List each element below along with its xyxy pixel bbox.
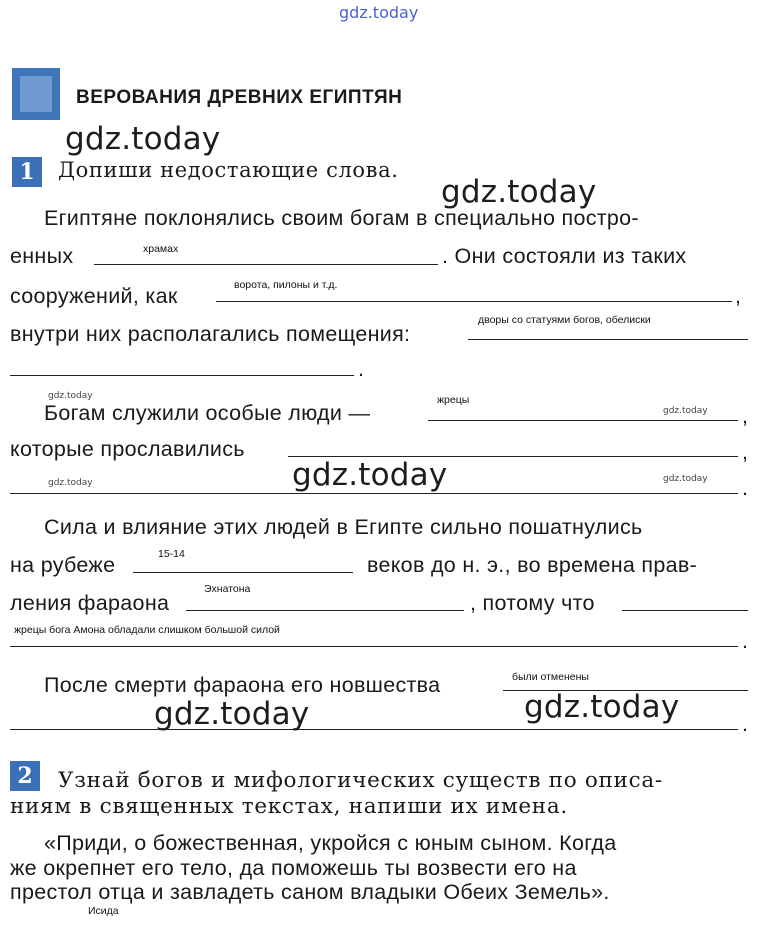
answer-text: храмах: [143, 243, 179, 255]
answer-blank: [10, 493, 738, 494]
section-title: ВЕРОВАНИЯ ДРЕВНИХ ЕГИПТЯН: [76, 87, 403, 108]
answer-blank: [10, 646, 738, 647]
quote-line: престол отца и завладеть саном владыки Обеих Земель».: [10, 880, 610, 904]
answer-text: дворы со статуями богов, обелиски: [478, 314, 651, 326]
text-line: .: [742, 476, 749, 500]
text-line: веков до н. э., во времена прав-: [367, 553, 698, 577]
watermark-top: gdz.today: [339, 3, 419, 22]
answer-blank: [94, 264, 438, 265]
watermark: gdz.today: [441, 174, 597, 210]
task-instruction: Допиши недостающие слова.: [58, 158, 399, 182]
task-number-badge: 1: [12, 157, 42, 187]
watermark-small: gdz.today: [48, 478, 93, 488]
text-line: . Они состояли из таких: [442, 244, 687, 268]
text-line: енных: [10, 244, 74, 268]
answer-text: Исида: [88, 905, 119, 917]
text-line: .: [742, 629, 749, 653]
answer-blank: [428, 420, 738, 421]
watermark: gdz.today: [292, 457, 448, 493]
text-line: Богам служили особые люди —: [44, 401, 371, 425]
task-instruction: Узнай богов и мифологических существ по описа-: [58, 768, 663, 793]
watermark: gdz.today: [65, 121, 221, 157]
quote-line: же окрепнет его тело, да поможешь ты возвести его на: [10, 856, 577, 880]
text-line: ления фараона: [10, 591, 170, 615]
answer-text: были отменены: [512, 671, 589, 683]
answer-text: жрецы бога Амона обладали слишком большой силой: [14, 624, 280, 636]
answer-blank: [468, 339, 748, 340]
answer-text: Эхнатона: [204, 583, 251, 595]
text-line: .: [358, 357, 365, 381]
answer-text: ворота, пилоны и т.д.: [234, 279, 338, 291]
answer-blank: [10, 375, 354, 376]
task-instruction: ниям в священных текстах, напиши их имена.: [10, 794, 568, 819]
text-line: .: [742, 712, 749, 736]
watermark-small: gdz.today: [48, 391, 93, 401]
watermark-small: gdz.today: [663, 406, 708, 416]
answer-blank: [10, 729, 738, 730]
answer-blank: [216, 301, 732, 302]
watermark: gdz.today: [154, 696, 310, 732]
text-line: ,: [742, 404, 749, 428]
text-line: которые прославились: [10, 437, 245, 461]
answer-blank: [288, 456, 738, 457]
text-line: Сила и влияние этих людей в Египте сильно пошатнулись: [44, 515, 643, 539]
answer-text: жрецы: [437, 394, 470, 406]
text-line: ,: [735, 284, 742, 308]
text-line: , потому что: [470, 591, 595, 615]
task-number-badge: 2: [10, 761, 40, 791]
text-line: на рубеже: [10, 553, 116, 577]
watermark-small: gdz.today: [663, 474, 708, 484]
answer-blank: [133, 572, 353, 573]
section-icon: [12, 68, 60, 120]
quote-line: «Приди, о божественная, укройся с юным сыном. Когда: [44, 831, 617, 855]
answer-blank: [503, 690, 748, 691]
answer-blank: [622, 610, 748, 611]
answer-text: 15-14: [158, 548, 185, 560]
text-line: внутри них располагались помещения:: [10, 322, 411, 346]
answer-blank: [186, 610, 464, 611]
text-line: После смерти фараона его новшества: [44, 673, 441, 697]
watermark: gdz.today: [524, 689, 680, 725]
text-line: Египтяне поклонялись своим богам в специально постро-: [44, 206, 639, 230]
text-line: сооружений, как: [10, 284, 178, 308]
text-line: ,: [742, 440, 749, 464]
